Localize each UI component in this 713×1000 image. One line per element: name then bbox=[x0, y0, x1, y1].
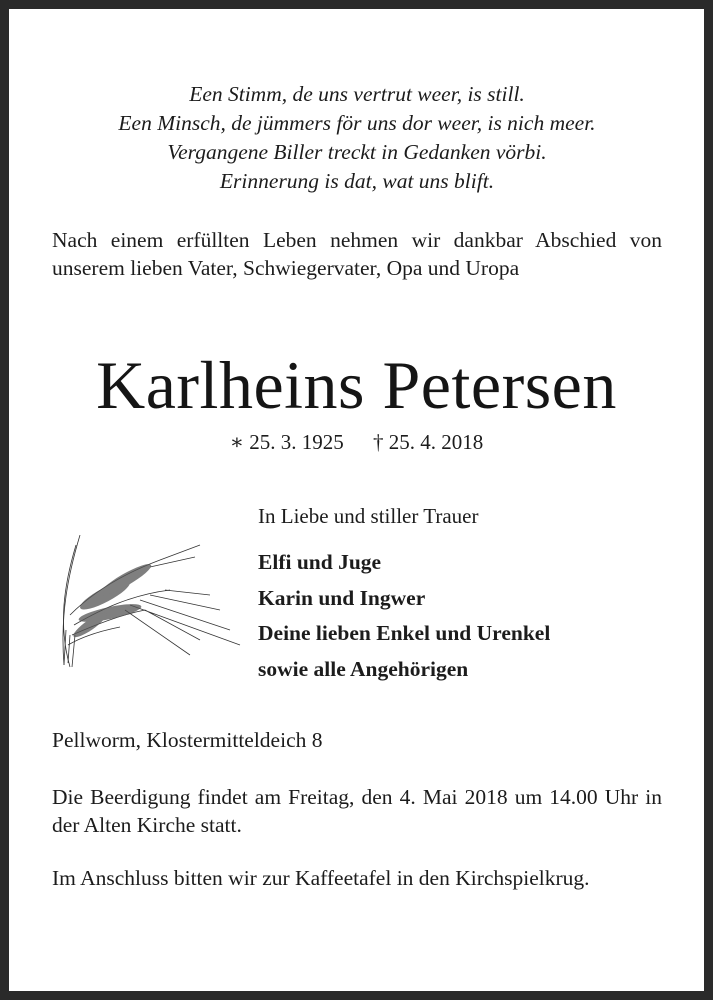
poem-line: Een Minsch, de jümmers för uns dor weer, is nich meer. bbox=[118, 111, 596, 135]
family-member: Elfi und Juge bbox=[258, 550, 382, 574]
life-dates bbox=[0, 430, 713, 455]
poem-line: Erinnerung is dat, wat uns blift. bbox=[219, 169, 495, 193]
birth-date: ∗ 25. 3. 1925 bbox=[229, 430, 344, 454]
deceased-name: Karlheins Petersen bbox=[96, 347, 617, 423]
family-member: sowie alle Angehörigen bbox=[258, 656, 469, 681]
address: Pellworm, Klostermitteldeich 8 bbox=[52, 728, 323, 752]
wheat-illustration-icon bbox=[50, 535, 245, 670]
mourning-line: In Liebe und stiller Trauer bbox=[258, 504, 479, 528]
reception-info: Im Anschluss bitten wir zur Kaffeetafel in den Kirchspielkrug. bbox=[52, 866, 590, 890]
family-member: Deine lieben Enkel und Urenkel bbox=[258, 621, 551, 645]
intro-text: Nach einem erfüllten Leben nehmen wir dankbar Abschied von unserem lieben Vater, Schwiegervater, Opa und Uropa bbox=[52, 228, 662, 280]
death-date: † 25. 4. 2018 bbox=[373, 430, 484, 454]
funeral-info: Die Beerdigung findet am Freitag, den 4. Mai 2018 um 14.00 Uhr in der Alten Kirche statt. bbox=[52, 785, 662, 837]
family-list bbox=[258, 545, 550, 687]
family-member: Karin und Ingwer bbox=[258, 585, 426, 610]
poem-line: Vergangene Biller treckt in Gedanken vörbi. bbox=[167, 140, 547, 164]
poem-line: Een Stimm, de uns vertrut weer, is still. bbox=[189, 82, 525, 106]
poem bbox=[52, 80, 662, 196]
